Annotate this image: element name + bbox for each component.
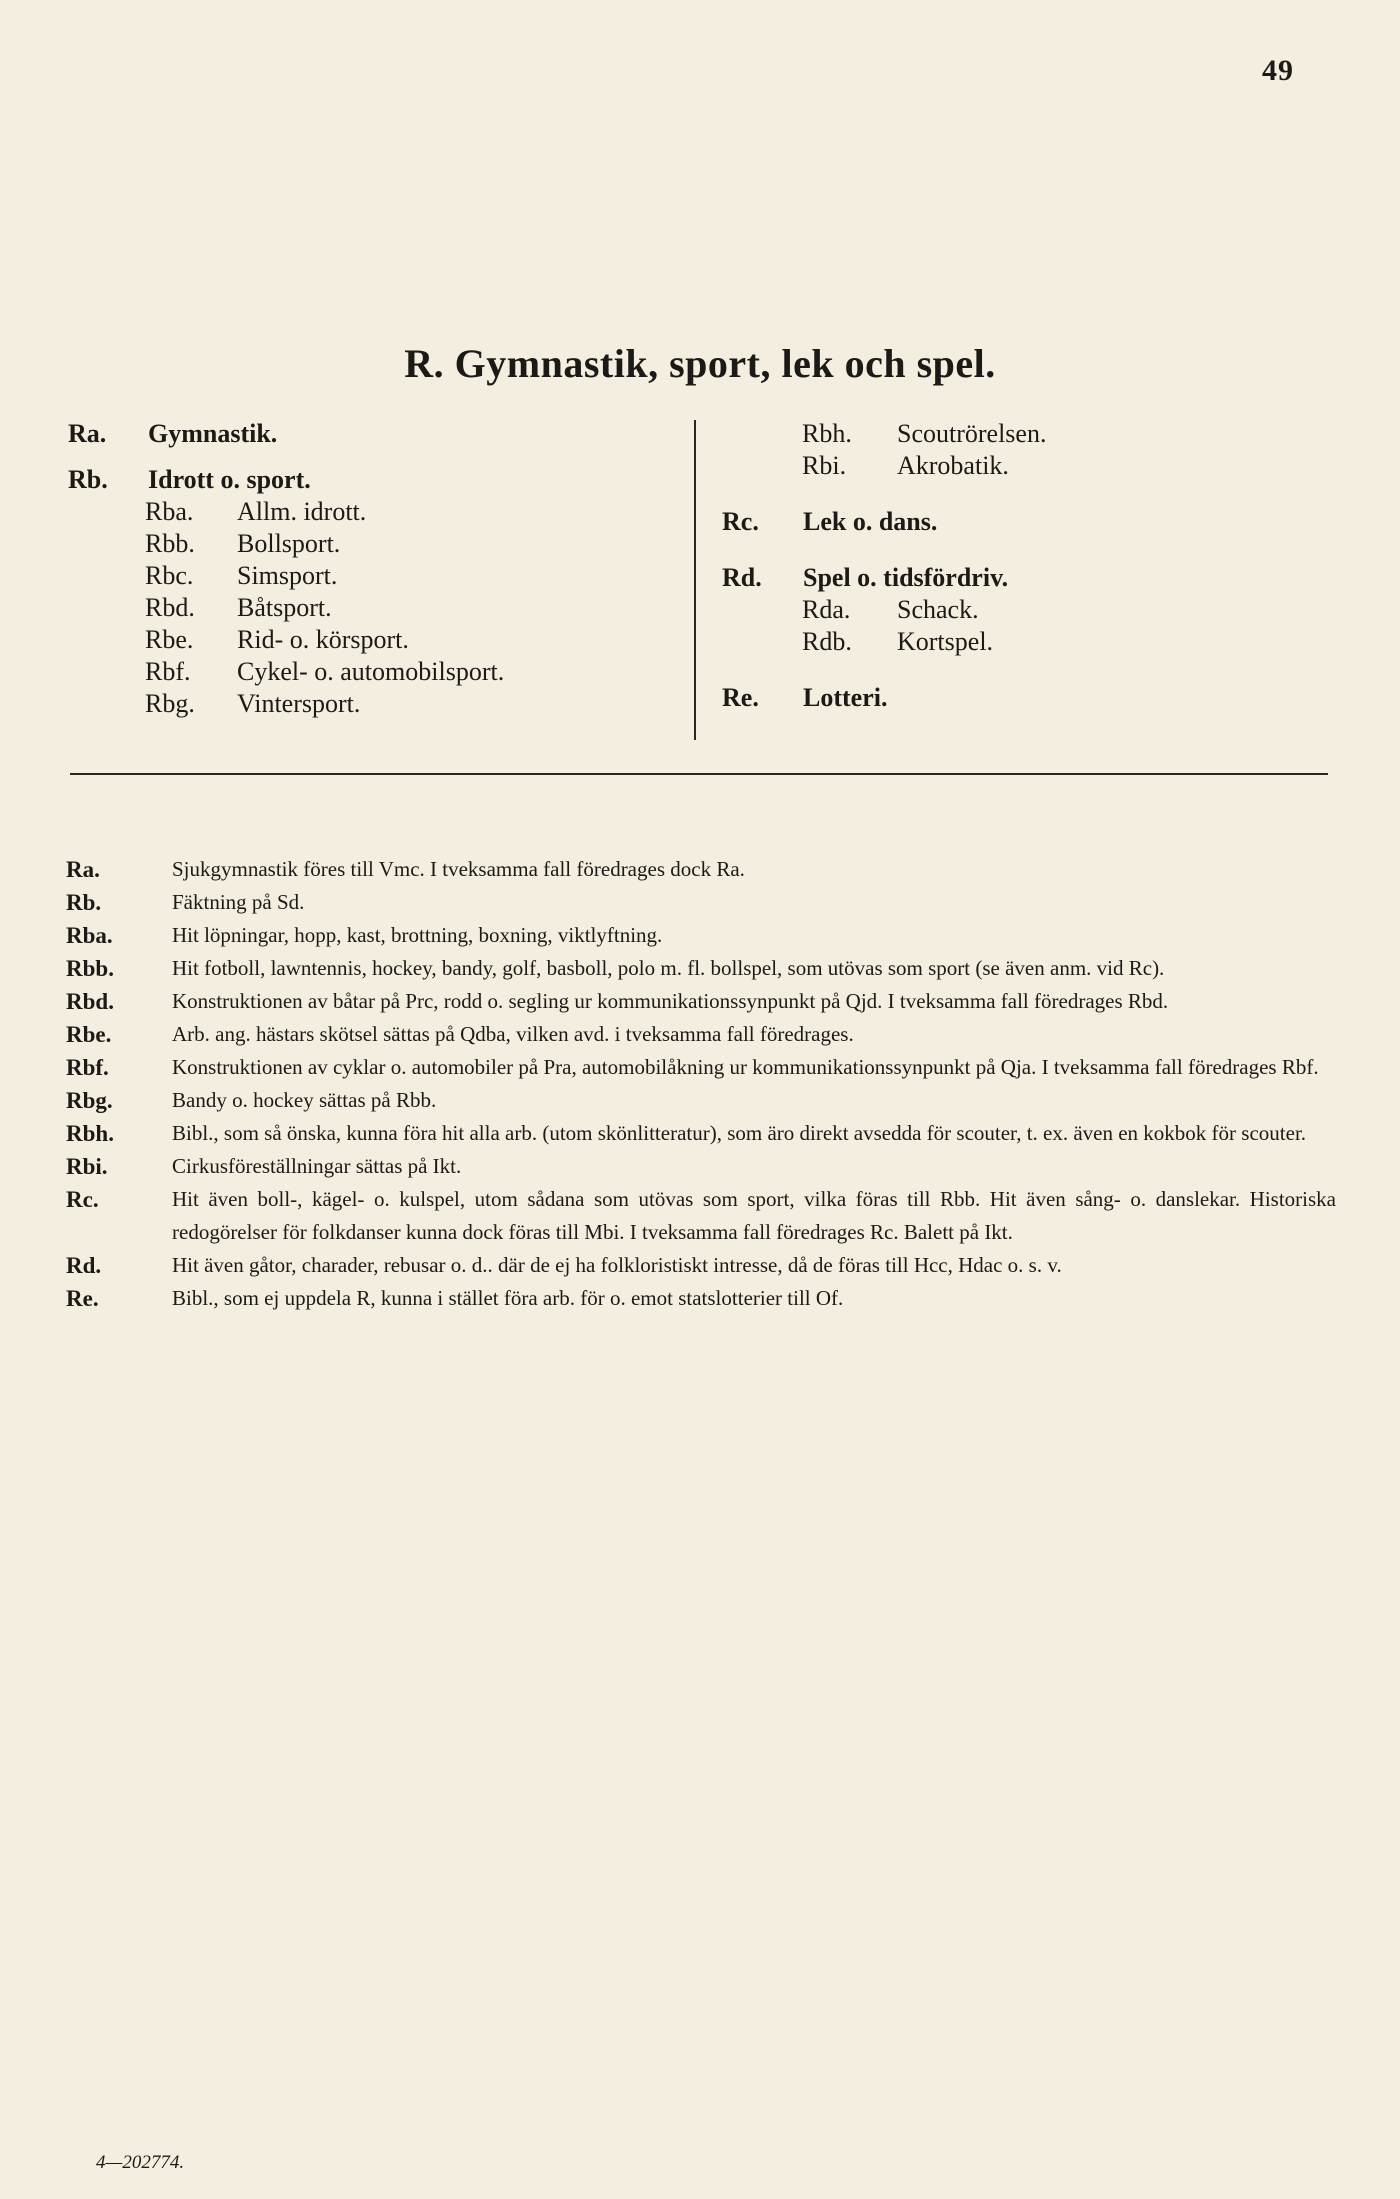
class-code: Rda. — [802, 595, 851, 624]
class-label: Lek o. dans. — [803, 507, 938, 536]
class-row-rbi — [722, 450, 1342, 482]
class-row-rc — [722, 506, 1342, 538]
note-code: Rbh. — [66, 1121, 114, 1146]
section-divider — [70, 773, 1328, 775]
note-code: Rbi. — [66, 1154, 108, 1179]
class-code: Rd. — [722, 563, 762, 592]
note-re — [66, 1282, 1336, 1315]
class-code: Rbd. — [145, 593, 195, 622]
page-number: 49 — [1262, 54, 1294, 87]
class-label: Kortspel. — [897, 627, 994, 656]
note-code: Ra. — [66, 857, 100, 882]
note-rc — [66, 1183, 1336, 1249]
note-text: Hit löpningar, hopp, kast, brottning, boxning, viktlyftning. — [172, 923, 663, 947]
left-classification-column — [68, 418, 688, 720]
note-code: Re. — [66, 1286, 99, 1311]
class-code: Rbh. — [802, 419, 852, 448]
class-code: Rba. — [145, 497, 194, 526]
class-row-rba — [68, 496, 688, 528]
class-label: Vintersport. — [237, 689, 361, 718]
note-code: Rbf. — [66, 1055, 109, 1080]
note-ra — [66, 853, 1336, 886]
class-label: Bollsport. — [237, 529, 341, 558]
class-label: Allm. idrott. — [237, 497, 367, 526]
class-label: Schack. — [897, 595, 979, 624]
note-code: Rb. — [66, 890, 102, 915]
note-rbf — [66, 1051, 1336, 1084]
note-code: Rc. — [66, 1187, 99, 1212]
class-row-rbb — [68, 528, 688, 560]
section-heading: R. Gymnastik, sport, lek och spel. — [404, 341, 996, 386]
class-label: Simsport. — [237, 561, 338, 590]
note-text: Konstruktionen av båtar på Prc, rodd o. segling ur kommunikationssynpunkt på Qjd. I tveksamma fall föredrages Rbd. — [172, 989, 1169, 1013]
note-code: Rba. — [66, 923, 113, 948]
note-rd — [66, 1249, 1336, 1282]
note-text: Arb. ang. hästars skötsel sättas på Qdba, vilken avd. i tveksamma fall föredrages. — [172, 1022, 854, 1046]
note-text: Hit även gåtor, charader, rebusar o. d.. där de ej ha folkloristiskt intresse, då de föras till Hcc, Hdac o. s. v. — [172, 1253, 1062, 1277]
class-row-rbc — [68, 560, 688, 592]
class-row-rbf — [68, 656, 688, 688]
class-code: Ra. — [68, 419, 107, 448]
note-rbd — [66, 985, 1336, 1018]
class-row-re — [722, 682, 1342, 714]
note-rba — [66, 919, 1336, 952]
class-label: Spel o. tidsfördriv. — [803, 563, 1009, 592]
class-code: Rb. — [68, 465, 108, 494]
class-code: Rbg. — [145, 689, 195, 718]
class-label: Rid- o. körsport. — [237, 625, 409, 654]
note-text: Bibl., som ej uppdela R, kunna i stället föra arb. för o. emot statslotterier till Of. — [172, 1286, 844, 1310]
class-row-ra — [68, 418, 688, 450]
class-label: Båtsport. — [237, 593, 332, 622]
note-text: Bibl., som så önska, kunna föra hit alla arb. (utom skönlitteratur), som äro direkt avsedda för scouter, t. ex. även en kokbok för scouter. — [172, 1121, 1307, 1145]
class-label: Idrott o. sport. — [148, 465, 311, 494]
note-rbi — [66, 1150, 1336, 1183]
class-label: Akrobatik. — [897, 451, 1009, 480]
notes-list — [66, 853, 1336, 1315]
note-text: Sjukgymnastik föres till Vmc. I tveksamma fall föredrages dock Ra. — [172, 857, 745, 881]
note-rbh — [66, 1117, 1336, 1150]
class-code: Re. — [722, 683, 759, 712]
note-code: Rbb. — [66, 956, 114, 981]
column-divider — [694, 420, 696, 740]
class-row-rbg — [68, 688, 688, 720]
class-row-rb — [68, 464, 688, 496]
note-text: Hit fotboll, lawntennis, hockey, bandy, golf, basboll, polo m. fl. bollspel, som utövas som sport (se även anm. vid Rc). — [172, 956, 1165, 980]
class-code: Rc. — [722, 507, 759, 536]
right-classification-column — [722, 418, 1342, 714]
note-code: Rd. — [66, 1253, 102, 1278]
class-label: Lotteri. — [803, 683, 888, 712]
class-label: Scoutrörelsen. — [897, 419, 1047, 448]
print-signature: 4—202774. — [96, 2152, 185, 2173]
class-code: Rbe. — [145, 625, 194, 654]
class-code: Rdb. — [802, 627, 852, 656]
note-code: Rbg. — [66, 1088, 113, 1113]
class-row-rd — [722, 562, 1342, 594]
class-row-rdb — [722, 626, 1342, 658]
class-row-rbd — [68, 592, 688, 624]
class-code: Rbc. — [145, 561, 194, 590]
note-text: Konstruktionen av cyklar o. automobiler på Pra, automobilåkning ur kommunikationssynpunkt på Qja. I tveksamma fall föredrages Rbf. — [172, 1055, 1319, 1079]
note-text: Cirkusföreställningar sättas på Ikt. — [172, 1154, 462, 1178]
class-code: Rbf. — [145, 657, 191, 686]
class-label: Gymnastik. — [148, 419, 278, 448]
class-row-rda — [722, 594, 1342, 626]
note-text: Bandy o. hockey sättas på Rbb. — [172, 1088, 437, 1112]
class-code: Rbi. — [802, 451, 847, 480]
note-rbe — [66, 1018, 1336, 1051]
note-rb — [66, 886, 1336, 919]
class-label: Cykel- o. automobilsport. — [237, 657, 505, 686]
class-row-rbh — [722, 418, 1342, 450]
note-text: Fäktning på Sd. — [172, 890, 305, 914]
note-rbg — [66, 1084, 1336, 1117]
class-code: Rbb. — [145, 529, 195, 558]
class-row-rbe — [68, 624, 688, 656]
note-rbb — [66, 952, 1336, 985]
note-code: Rbe. — [66, 1022, 112, 1047]
note-code: Rbd. — [66, 989, 114, 1014]
note-text: Hit även boll-, kägel- o. kulspel, utom sådana som utövas som sport, vilka föras till Rbb. Hit även sång- o. danslekar. Historiska redogörelser för folkdanser kunna dock föras till Mbi. I tveksamma fall föredrages Rc. Balett på Ikt. — [172, 1187, 1336, 1244]
